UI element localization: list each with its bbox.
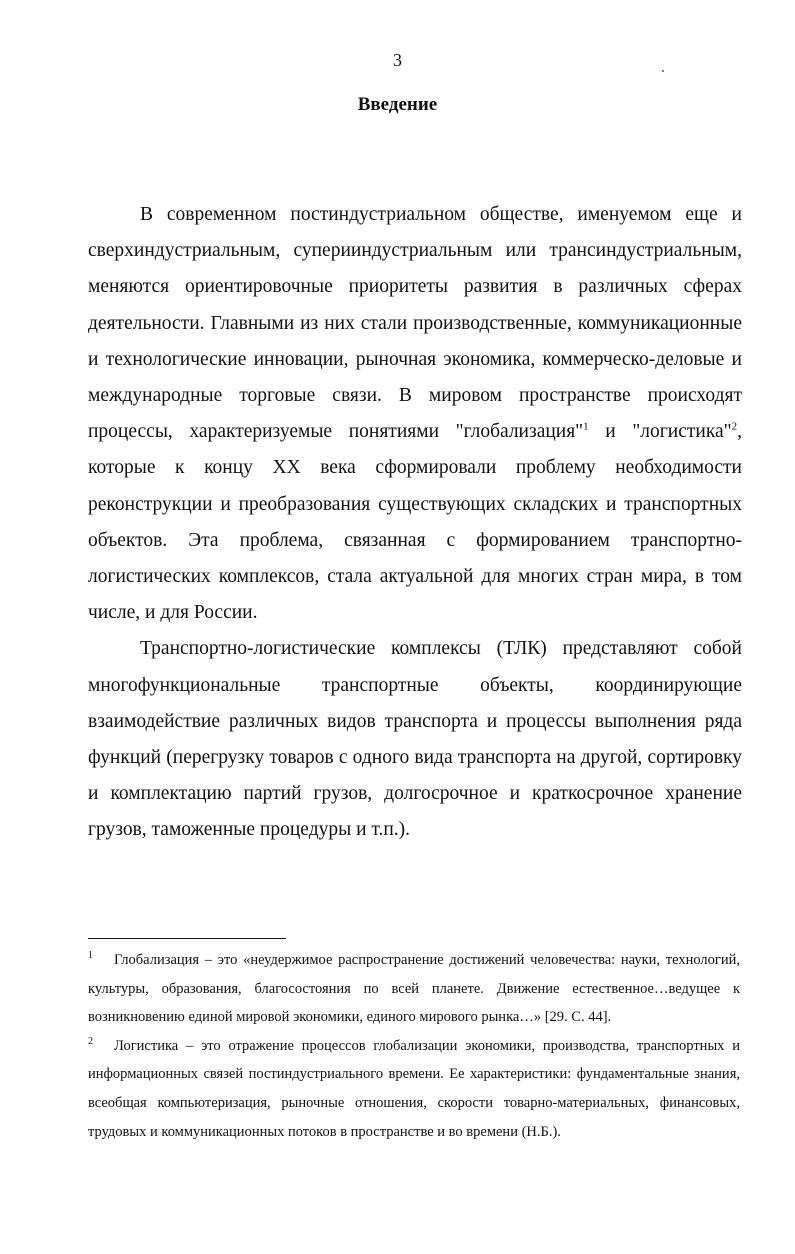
footnotes	[88, 946, 740, 1146]
footnote-2-mark: 2	[88, 1035, 93, 1047]
footnote-separator	[88, 938, 286, 939]
scan-speck	[662, 70, 664, 72]
footnote-ref-2: 2	[731, 420, 738, 433]
footnote-2	[88, 1032, 740, 1146]
footnote-1	[88, 946, 740, 1032]
page-number: 3	[393, 50, 402, 70]
paragraph-1-text-a: В современном постиндустриальном обществе, именуемом еще и сверхиндустриальным, суперииндустриальным или трансиндустриальным, меняются ориентировочные приоритеты развития в различных сферах деятельности. Главными из них стали производственные, коммуникационные и технологические инновации, рыночная экономика, коммерческо-деловые и международные торговые связи. В мировом пространстве происходят процессы, характеризуемые понятиями "глобализация"	[88, 204, 742, 443]
main-text	[88, 197, 742, 849]
footnote-ref-1: 1	[583, 420, 589, 433]
paragraph-1-text-b: и "логистика"	[588, 421, 732, 443]
footnote-1-mark: 1	[88, 950, 93, 961]
footnote-1-text: Глобализация – это «неудержимое распространение достижений человечества: науки, технологий, культуры, образования, благосостояния по всей планете. Движение естественное…ведущее к возникновению единой мировой экономики, единого мирового рынка…» [29. С. 44].	[88, 952, 740, 1026]
paragraph-1-text-c: , которые к концу XX века сформировали проблему необходимости реконструкции и преобразования существующих складских и транспортных объектов. Эта проблема, связанная с формированием транспортно-логистических комплексов, стала актуальной для многих стран мира, в том числе, и для России.	[88, 421, 742, 624]
page-title: Введение	[357, 94, 438, 115]
paragraph-1	[88, 197, 742, 631]
paragraph-2: Транспортно-логистические комплексы (ТЛК) представляют собой многофункциональные транспортные объекты, координирующие взаимодействие различных видов транспорта и процессы выполнения ряда функций (перегрузку товаров с одного вида транспорта на другой, сортировку и комплектацию партий грузов, долгосрочное и краткосрочное хранение грузов, таможенные процедуры и т.п.).	[88, 638, 742, 841]
footnote-2-text: Логистика – это отражение процессов глобализации экономики, производства, транспортных и информационных связей постиндустриального времени. Ее характеристики: фундаментальные знания, всеобщая компьютеризация, рыночные отношения, скорости товарно-материальных, финансовых, трудовых и коммуникационных потоков в пространстве и во времени (Н.Б.).	[88, 1037, 740, 1140]
